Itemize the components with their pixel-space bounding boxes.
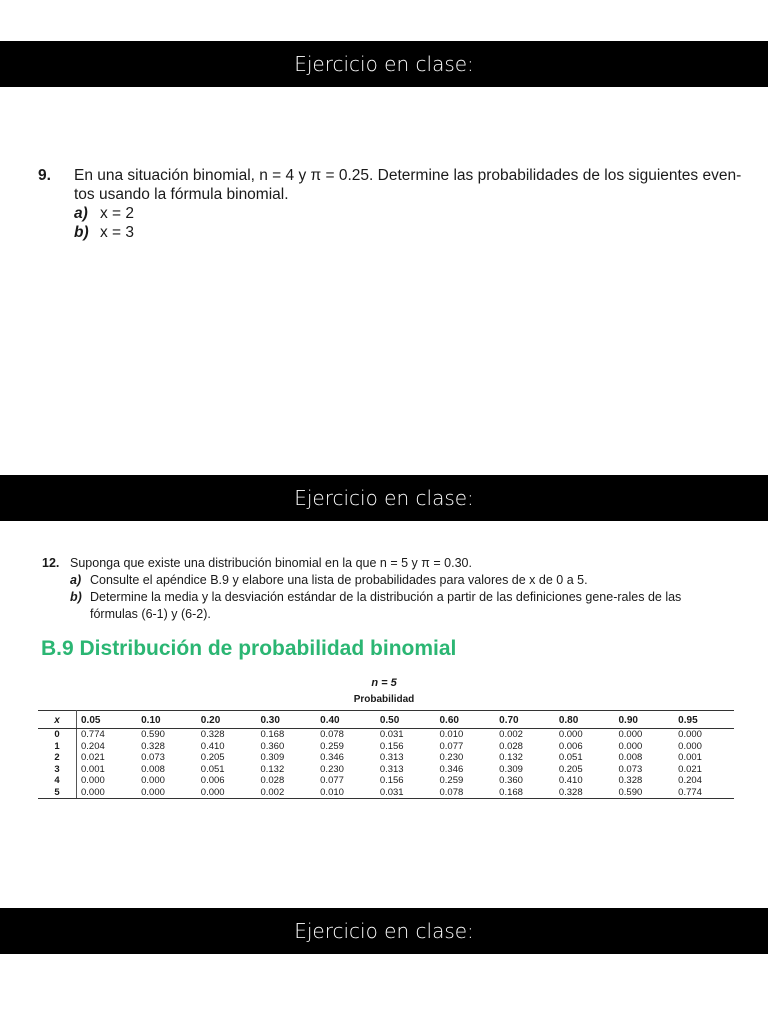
table-cell: 0.031 — [376, 787, 436, 799]
table-cell: 0.000 — [137, 787, 197, 799]
table-cell: 0.051 — [558, 752, 583, 763]
table-row — [38, 752, 734, 764]
table-cell: 0.328 — [555, 787, 615, 799]
exercise-9 — [38, 166, 750, 242]
table-cell: 0.774 — [674, 787, 734, 799]
table-cell: 0.168 — [260, 729, 285, 740]
table-cell: 0.259 — [439, 775, 464, 786]
table-cell: 0.008 — [141, 763, 165, 775]
table-cell: 0.078 — [435, 787, 495, 799]
table-cell: 0.031 — [379, 729, 404, 740]
column-header-prob: 0.05 — [77, 711, 138, 729]
table-cell: 0.028 — [260, 775, 285, 786]
table-cell: 0.328 — [200, 729, 225, 740]
row-x-value: 2 — [38, 752, 77, 764]
n-label: n = 5 — [371, 677, 397, 689]
table-cell: 0.002 — [499, 729, 523, 740]
banner-title: Ejercicio en clase: — [294, 52, 474, 76]
table-cell: 0.078 — [320, 729, 344, 740]
table-cell: 0.002 — [256, 787, 316, 799]
item-label: a) — [74, 205, 88, 222]
table-cell: 0.346 — [320, 752, 344, 763]
table-cell: 0.000 — [678, 740, 702, 752]
table-cell: 0.000 — [77, 787, 138, 799]
table-cell: 0.230 — [439, 752, 464, 763]
exercise-item-b — [74, 223, 750, 242]
table-cell: 0.168 — [495, 787, 555, 799]
column-header-prob: 0.20 — [197, 711, 257, 729]
table-cell: 0.360 — [499, 775, 523, 786]
exercise-number: 9. — [38, 167, 51, 184]
table-cell: 0.000 — [197, 787, 257, 799]
exercise-stem: Suponga que existe una distribución binomial en la que n = 5 y π = 0.30. — [70, 556, 472, 570]
table-cell: 0.313 — [379, 752, 404, 763]
table-cell: 0.346 — [439, 763, 464, 775]
table-cell: 0.590 — [141, 729, 165, 740]
banner-title: Ejercicio en clase: — [294, 919, 474, 943]
table-row — [38, 741, 734, 753]
stem-line: tos usando la fórmula binomial. — [74, 186, 289, 203]
column-header-x: x — [38, 711, 77, 729]
row-x-value: 5 — [38, 787, 77, 799]
table-cell: 0.410 — [558, 775, 583, 786]
table-cell: 0.328 — [141, 740, 165, 752]
table-body — [38, 729, 734, 799]
column-header-prob: 0.10 — [137, 711, 197, 729]
item-text: Determine la media y la desviación estándar de la distribución a partir de las definiciones gene-rales de las fórmulas (6-1) y (6-2). — [90, 590, 682, 621]
table-cell: 0.774 — [81, 729, 105, 740]
table-row — [38, 764, 734, 776]
column-header-prob: 0.80 — [555, 711, 615, 729]
item-text: Consulte el apéndice B.9 y elabore una lista de probabilidades para valores de x de 0 a 5. — [90, 573, 588, 587]
binomial-table — [38, 710, 734, 799]
exercise-item-b — [70, 589, 682, 623]
table-cell: 0.010 — [439, 729, 464, 740]
table-cell: 0.230 — [320, 763, 344, 775]
table-cell: 0.010 — [316, 787, 376, 799]
table-cell: 0.156 — [379, 740, 404, 752]
table-cell: 0.006 — [558, 740, 583, 752]
row-x-value: 3 — [38, 764, 77, 776]
table-cell: 0.000 — [558, 729, 583, 740]
item-text: x = 3 — [100, 224, 135, 241]
column-header-prob: 0.50 — [376, 711, 436, 729]
banner-title: Ejercicio en clase: — [294, 486, 474, 510]
column-header-prob: 0.40 — [316, 711, 376, 729]
column-header-prob: 0.70 — [495, 711, 555, 729]
table-cell: 0.204 — [81, 740, 105, 752]
table-cell: 0.021 — [678, 763, 702, 775]
exercise-item-a — [74, 204, 750, 223]
exercise-stem — [74, 166, 750, 204]
table-cell: 0.590 — [615, 787, 675, 799]
probability-label: Probabilidad — [353, 694, 415, 705]
table-cell: 0.309 — [260, 752, 285, 763]
table-cell: 0.205 — [558, 763, 583, 775]
table-cell: 0.008 — [618, 752, 643, 763]
table-cell: 0.156 — [379, 775, 404, 786]
column-header-prob: 0.90 — [615, 711, 675, 729]
table-cell: 0.073 — [141, 752, 165, 763]
table-cell: 0.051 — [200, 763, 225, 775]
table-cell: 0.028 — [499, 740, 523, 752]
table-row — [38, 775, 734, 787]
slide-banner-1 — [0, 41, 768, 87]
table-cell: 0.077 — [320, 775, 344, 786]
table-cell: 0.000 — [618, 740, 643, 752]
item-label: b) — [74, 224, 89, 241]
table-cell: 0.360 — [260, 740, 285, 752]
table-cell: 0.205 — [200, 752, 225, 763]
table-header-row — [38, 711, 734, 729]
exercise-12 — [42, 555, 682, 623]
row-x-value: 4 — [38, 775, 77, 787]
table-cell: 0.000 — [141, 775, 165, 786]
table-cell: 0.000 — [81, 775, 105, 786]
slide-banner-2 — [0, 475, 768, 521]
table-cell: 0.001 — [678, 752, 702, 763]
exercise-number: 12. — [42, 556, 60, 570]
column-header-prob: 0.60 — [435, 711, 495, 729]
table-cell: 0.001 — [81, 763, 105, 775]
column-header-prob: 0.30 — [256, 711, 316, 729]
exercise-item-a — [70, 572, 682, 589]
table-cell: 0.328 — [618, 775, 643, 786]
table-row — [38, 729, 734, 741]
table-row — [38, 787, 734, 799]
table-cell: 0.204 — [678, 775, 702, 786]
slide-banner-3 — [0, 908, 768, 954]
table-cell: 0.006 — [200, 775, 225, 786]
table-cell: 0.021 — [81, 752, 105, 763]
table-cell: 0.410 — [200, 740, 225, 752]
table-cell: 0.132 — [260, 763, 285, 775]
table-title: B.9 Distribución de probabilidad binomial — [41, 637, 457, 660]
table-cell: 0.000 — [678, 729, 702, 740]
item-label: a) — [70, 573, 82, 587]
table-cell: 0.309 — [499, 763, 523, 775]
table-cell: 0.073 — [618, 763, 643, 775]
item-label: b) — [70, 590, 82, 604]
table-cell: 0.259 — [320, 740, 344, 752]
stem-line: En una situación binomial, n = 4 y π = 0.25. Determine las probabilidades de los siguientes even- — [74, 167, 742, 184]
table-cell: 0.313 — [379, 763, 404, 775]
table-cell: 0.077 — [439, 740, 464, 752]
table-cell: 0.132 — [499, 752, 523, 763]
table-cell: 0.000 — [618, 729, 643, 740]
item-text: x = 2 — [100, 205, 135, 222]
row-x-value: 1 — [38, 741, 77, 753]
column-header-prob: 0.95 — [674, 711, 734, 729]
row-x-value: 0 — [38, 729, 77, 741]
